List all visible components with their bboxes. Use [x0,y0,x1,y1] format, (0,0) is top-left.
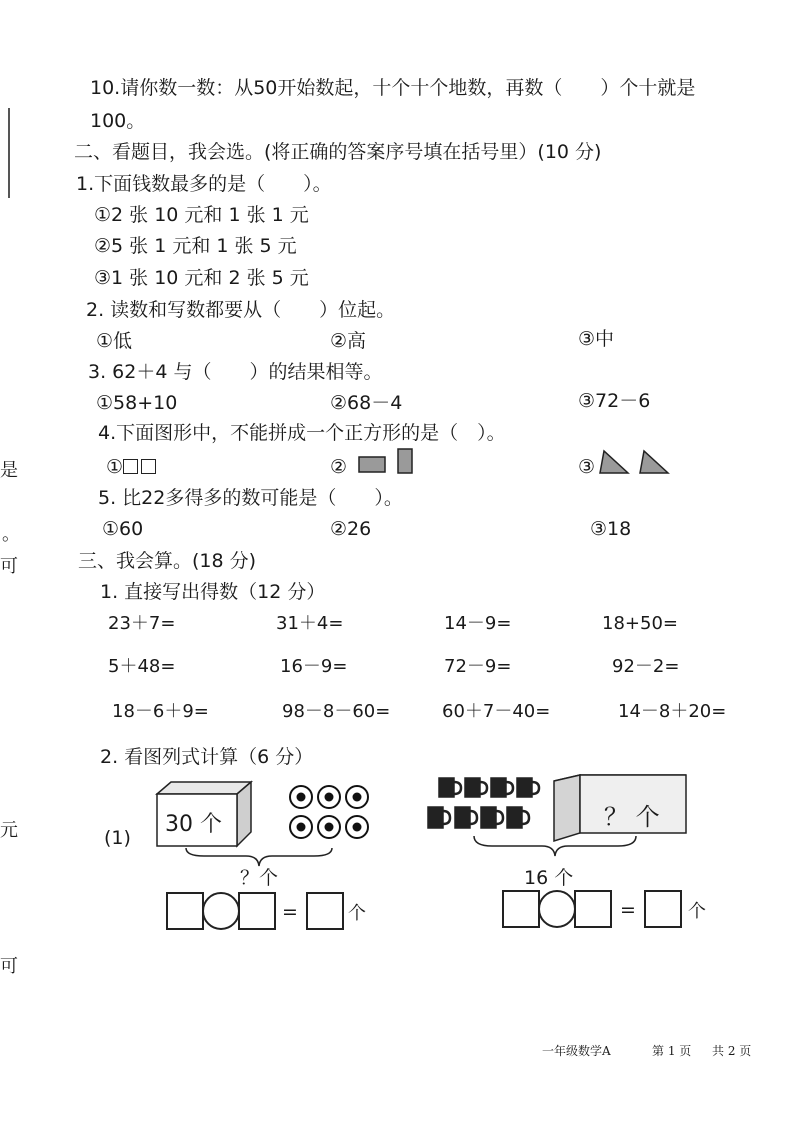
q1-option-2: ②5 张 1 元和 1 张 5 元 [94,235,297,257]
section2-title: 二、看题目，我会选。(将正确的答案序号填在括号里）(10 分) [74,141,602,163]
box-question-label: ？ 个 [604,803,660,831]
q3-option-2: ②68－4 [330,392,403,414]
q1-stem: 1.下面钱数最多的是（ ）。 [76,173,332,195]
q10-line1: 10.请你数一数：从50开始数起，十个十个地数，再数（ ）个十就是 [90,77,696,99]
operator-circle[interactable] [538,890,576,928]
edge-char: 元 [0,820,18,841]
operator-circle[interactable] [202,892,240,930]
calc-item: 5＋48= [108,656,176,677]
square-shape [141,459,156,474]
calc-item: 14－9= [444,613,512,634]
q2-option-2: ②高 [330,330,367,352]
q4-label-3: ③ [578,456,596,478]
calc-item: 16－9= [280,656,348,677]
left-question: ？个 [240,867,279,889]
q2-option-1: ①低 [96,330,133,352]
sub2-title: 2. 看图列式计算（6 分） [100,746,314,768]
calc-item: 72－9= [444,656,512,677]
q2-option-3: ③中 [578,328,615,350]
calc-item: 18－6＋9= [112,701,209,722]
footer-page: 第 1 页 [652,1044,692,1058]
edge-char: 可 [0,956,18,977]
calc-item: 31＋4= [276,613,344,634]
calc-item: 92－2= [612,656,680,677]
left-brace [184,846,334,868]
edge-char: 是 [0,460,18,481]
q2-stem: 2. 读数和写数都要从（ ）位起。 [86,299,396,321]
q4-label-1: ① [106,456,124,478]
square-shape [123,459,138,474]
rectangles-figure [356,447,420,475]
calc-item: 60＋7－40= [442,701,551,722]
q5-option-2: ②26 [330,518,372,540]
calc-item: 18+50= [602,613,678,634]
q4-option-3 [578,455,595,479]
q3-option-3: ③72－6 [578,390,651,412]
answer-box[interactable] [238,892,276,930]
binding-line [8,108,10,198]
q3-option-1: ①58+10 [96,392,178,414]
right-brace [472,834,638,858]
equals-sign: = [620,899,636,921]
calc-item: 23＋7= [108,613,176,634]
box-30-label: 30 个 [165,812,222,837]
answer-box[interactable] [574,890,612,928]
triangles-figure [598,447,678,477]
unit-label: 个 [348,903,366,924]
unit-label: 个 [688,901,706,922]
q5-option-3: ③18 [590,518,632,540]
q4-option-1 [106,455,159,479]
sub1-title: 1. 直接写出得数（12 分） [100,581,326,603]
answer-box[interactable] [644,890,682,928]
q4-label-2: ② [330,456,348,478]
answer-box[interactable] [306,892,344,930]
q5-stem: 5. 比22多得多的数可能是（ ）。 [98,487,403,509]
calc-item: 14－8＋20= [618,701,727,722]
q4-option-2 [330,455,347,479]
answer-box[interactable] [502,890,540,928]
q1-option-1: ①2 张 10 元和 1 张 1 元 [94,204,309,226]
footer-total: 共 2 页 [712,1044,752,1058]
edge-char: 。 [2,524,20,545]
section3-title: 三、我会算。(18 分) [78,550,257,572]
edge-char: 可 [0,556,18,577]
footer-subject: 一年级数学A [542,1044,611,1058]
q4-stem: 4.下面图形中，不能拼成一个正方形的是（ ）。 [98,422,506,444]
balls-figure [288,784,372,842]
q5-option-1: ①60 [102,518,144,540]
q1-option-3: ③1 张 10 元和 2 张 5 元 [94,267,309,289]
equals-sign: = [282,901,298,923]
sub2-label: (1) [104,827,131,849]
cups-figure [425,774,550,834]
q10-line2: 100。 [90,110,146,132]
q3-stem: 3. 62＋4 与（ ）的结果相等。 [88,361,383,383]
calc-item: 98－8－60= [282,701,391,722]
right-total: 16 个 [524,867,574,889]
answer-box[interactable] [166,892,204,930]
